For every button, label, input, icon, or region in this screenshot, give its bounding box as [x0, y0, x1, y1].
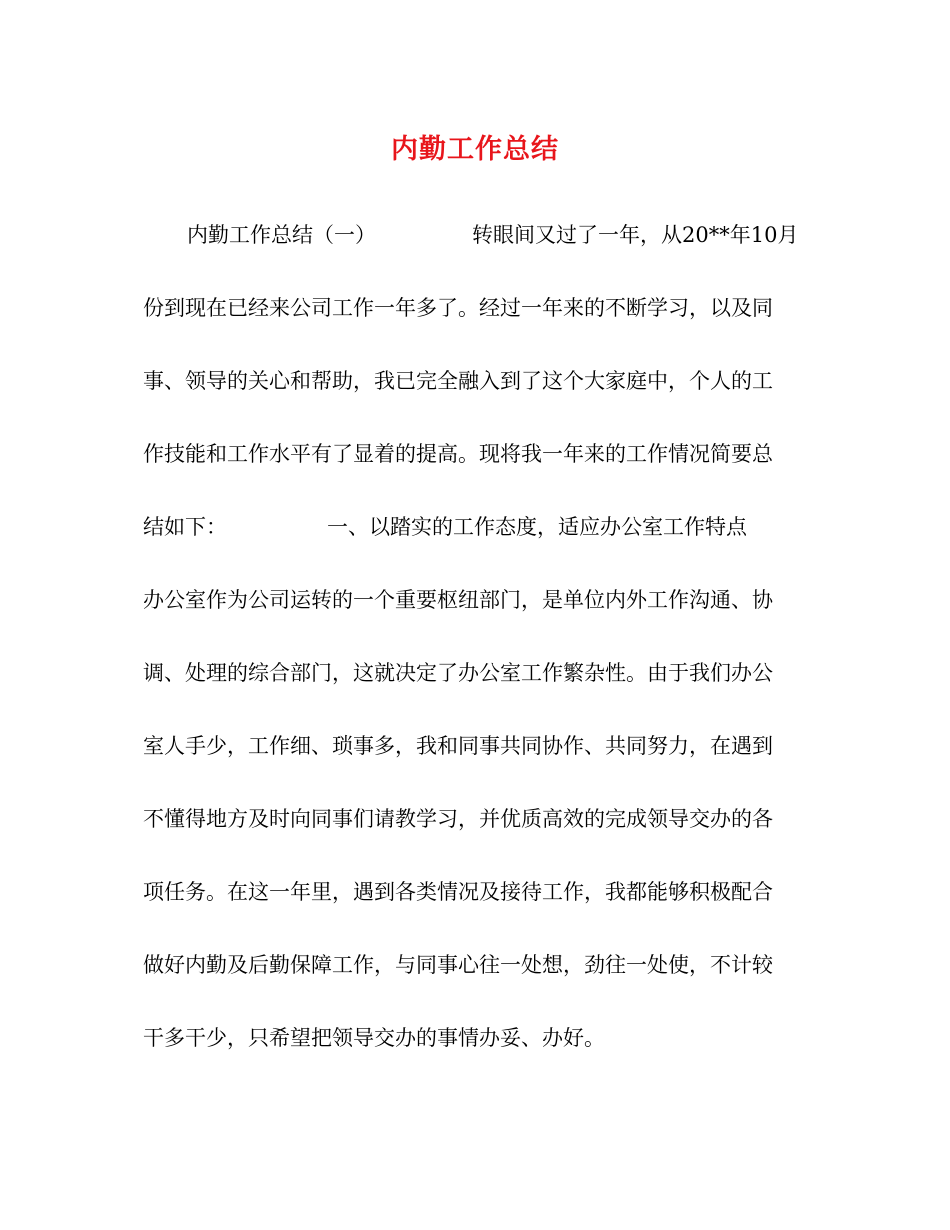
paragraph-line [143, 726, 773, 766]
paragraph-line [143, 653, 773, 693]
line-text: 转眼间又过了一年，从20**年10月 [472, 223, 799, 247]
line-text: 做好内勤及后勤保障工作，与同事心往一处想，劲往一处使，不计较 [143, 953, 773, 977]
line-text: 干多干少，只希望把领导交办的事情办妥、办好。 [143, 1026, 605, 1050]
paragraph-line [143, 361, 773, 401]
line-text: 作技能和工作水平有了显着的提高。现将我一年来的工作情况简要总 [143, 442, 773, 466]
paragraph-line [143, 945, 773, 985]
document-title: 内勤工作总结 [391, 134, 559, 165]
line-text: 办公室作为公司运转的一个重要枢纽部门，是单位内外工作沟通、协 [143, 588, 773, 612]
paragraph-line [187, 215, 798, 255]
paragraph-line [143, 434, 773, 474]
line-text: 不懂得地方及时向同事们请教学习，并优质高效的完成领导交办的各 [143, 807, 773, 831]
line-text: 事、领导的关心和帮助，我已完全融入到了这个大家庭中，个人的工 [143, 369, 773, 393]
paragraph-line [143, 1018, 605, 1058]
line-text: 项任务。在这一年里，遇到各类情况及接待工作，我都能够积极配合 [143, 880, 773, 904]
line-text: 调、处理的综合部门，这就决定了办公室工作繁杂性。由于我们办公 [143, 661, 773, 685]
paragraph-line [143, 799, 773, 839]
paragraph-line [143, 288, 773, 328]
line-text: 结如下： [143, 515, 227, 539]
line-text: 份到现在已经来公司工作一年多了。经过一年来的不断学习，以及同 [143, 296, 773, 320]
section-heading: 一、以踏实的工作态度，适应办公室工作特点 [327, 515, 747, 539]
paragraph-line [143, 872, 773, 912]
section-heading: 内勤工作总结（一） [187, 223, 376, 247]
paragraph-line [143, 507, 747, 547]
line-text: 室人手少，工作细、琐事多，我和同事共同协作、共同努力，在遇到 [143, 734, 773, 758]
paragraph-line [143, 580, 773, 620]
